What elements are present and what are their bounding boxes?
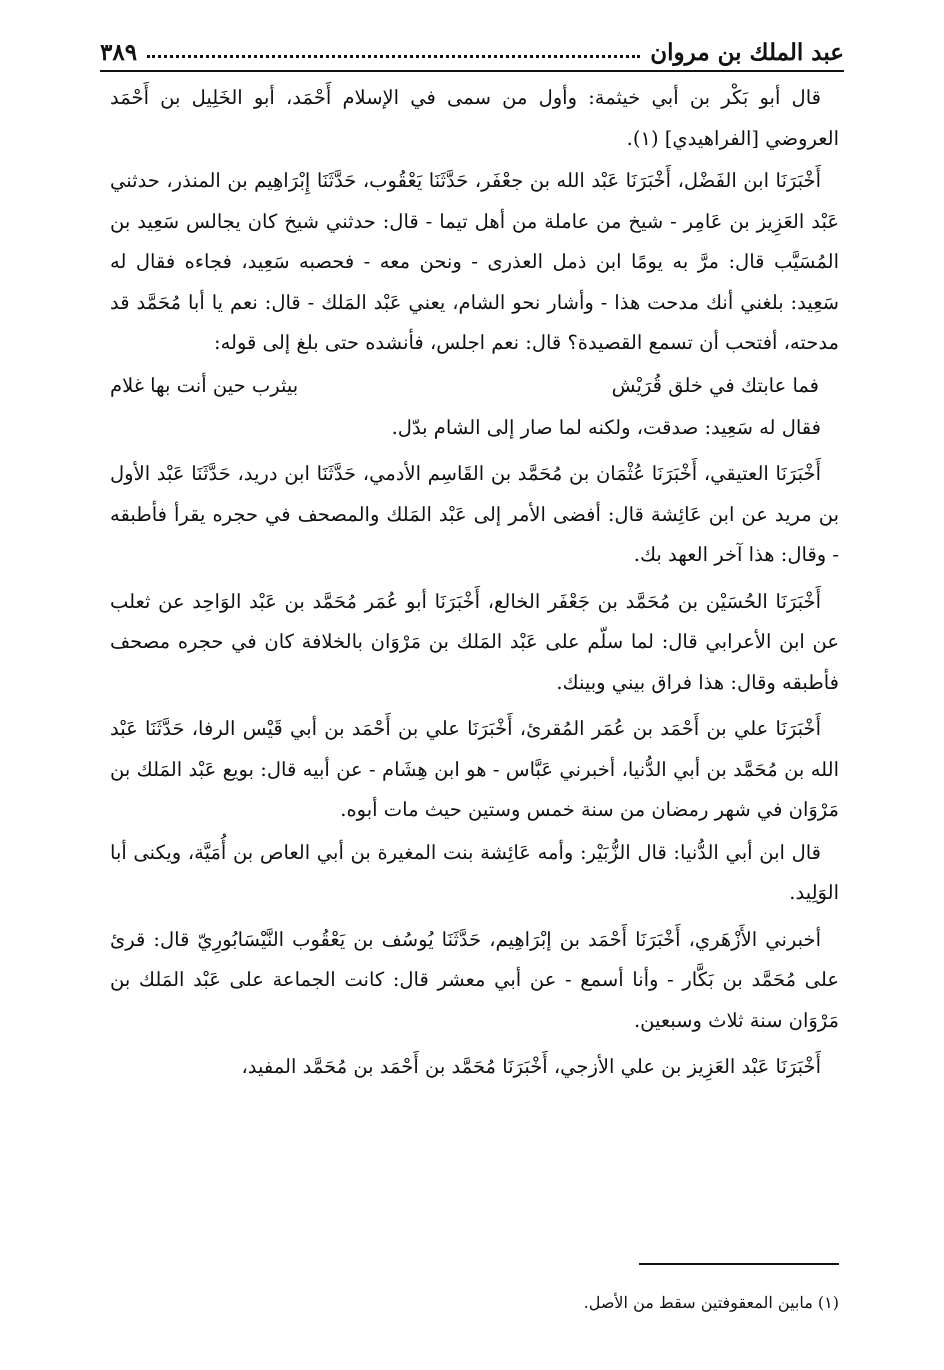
paragraph: فقال له سَعِيد: صدقت، ولكنه لما صار إلى الشام بدّل.	[391, 415, 821, 439]
page-number: ٣٨٩	[100, 39, 138, 66]
paragraph: قال أبو بَكْر بن أبي خيثمة: وأول من سمى في الإسلام أَحْمَد، أبو الخَلِيل بن أَحْمَد العروضي [الفراهيدي] (١).	[110, 86, 839, 150]
footnote: (١) مابين المعقوفتين سقط من الأصل.	[583, 1293, 839, 1312]
paragraph: أخبرني الأَزْهَري، أَخْبَرَنَا أَحْمَد بن إبْرَاهِيم، حَدَّثَنَا يُوسُف بن يَعْقُوب النَّيْسَابُورِيّ قال: قرئ على مُحَمَّد بن بَكَّار - وأنا أسمع - عن أبي معشر قال: كانت الجماعة على عَبْد المَلك بن مَرْوَان سنة ثلاث وسبعين.	[110, 927, 839, 1032]
poetry-verse	[110, 366, 819, 406]
paragraph: أَخْبَرَنَا الحُسَيْن بن مُحَمَّد بن جَعْفَر الخالع، أَخْبَرَنَا أبو عُمَر مُحَمَّد بن عَبْد الوَاحِد عن ثعلب عن ابن الأعرابي قال: لما سلّم على عَبْد المَلك بن مَرْوَان بالخلافة كان في حجره مصحف فأطبقه وقال: هذا فراق بيني وبينك.	[110, 589, 839, 694]
running-title: عبد الملك بن مروان	[650, 39, 844, 66]
verse-second-hemistich: بيثرب حين أنت بها غلام	[110, 373, 299, 397]
footnote-separator	[639, 1263, 839, 1265]
paragraph: أَخْبَرَنَا ابن الفَضْل، أَخْبَرَنَا عَبْد الله بن جعْفَر، حَدَّثَنَا يَعْقُوب، حَدَّثَنَا إِبْرَاهِيم بن المنذر، حدثني عَبْد العَزِيز بن عَامِر - شيخ من عاملة من أهل تيما - قال: حدثني شيخ كان يجالس سَعِيد بن المُسَيَّب قال: مرَّ به يومًا ابن ذمل العذرى - ونحن معه - فحصبه سَعِيد، فجاءه فقال له سَعِيد: بلغني أنك مدحت هذا - وأشار نحو الشام، يعني عَبْد المَلك - قال: نعم يا أبا مُحَمَّد قد مدحته، أفتحب أن تسمع القصيدة؟ قال: نعم اجلس، فأنشده حتى بلغ إلى قوله:	[110, 169, 839, 354]
paragraph: أَخْبَرَنَا العتيقي، أَخْبَرَنَا عُثْمَان بن مُحَمَّد بن القَاسِم الأدمي، حَدَّثَنَا ابن دريد، حَدَّثَنَا عَبْد الأول بن مريد عن ابن عَائِشة قال: أفضى الأمر إلى عَبْد المَلك والمصحف في حجره يقرأ فأطبقه - وقال: هذا آخر العهد بك.	[110, 462, 839, 566]
paragraph: أَخْبَرَنَا عَبْد العَزِيز بن علي الأزجي، أَخْبَرَنَا مُحَمَّد بن أَحْمَد بن مُحَمَّد المفيد،	[241, 1055, 821, 1078]
dot-leader	[147, 55, 640, 58]
paragraph: أَخْبَرَنَا علي بن أَحْمَد بن عُمَر المُقرئ، أَخْبَرَنَا علي بن أَحْمَد بن أبي قَيْس الرفا، حَدَّثَنَا عَبْد الله بن مُحَمَّد بن أبي الدُّنيا، أخبرني عَبَّاس - هو ابن هِشَام - عن أبيه قال: بويع عَبْد المَلك بن مَرْوَان في شهر رمضان من سنة خمس وستين حيث مات أبوه.	[110, 717, 839, 821]
verse-first-hemistich: فما عابتك في خلق قُرَيْش	[611, 373, 819, 397]
paragraph: قال ابن أبي الدُّنيا: قال الزُّبَيْر: وأمه عَائِشة بنت المغيرة بن أبي العاص بن أُمَيَّة، ويكنى أبا الوَلِيد.	[110, 840, 839, 904]
body-text	[110, 78, 839, 1094]
running-header	[100, 30, 844, 72]
